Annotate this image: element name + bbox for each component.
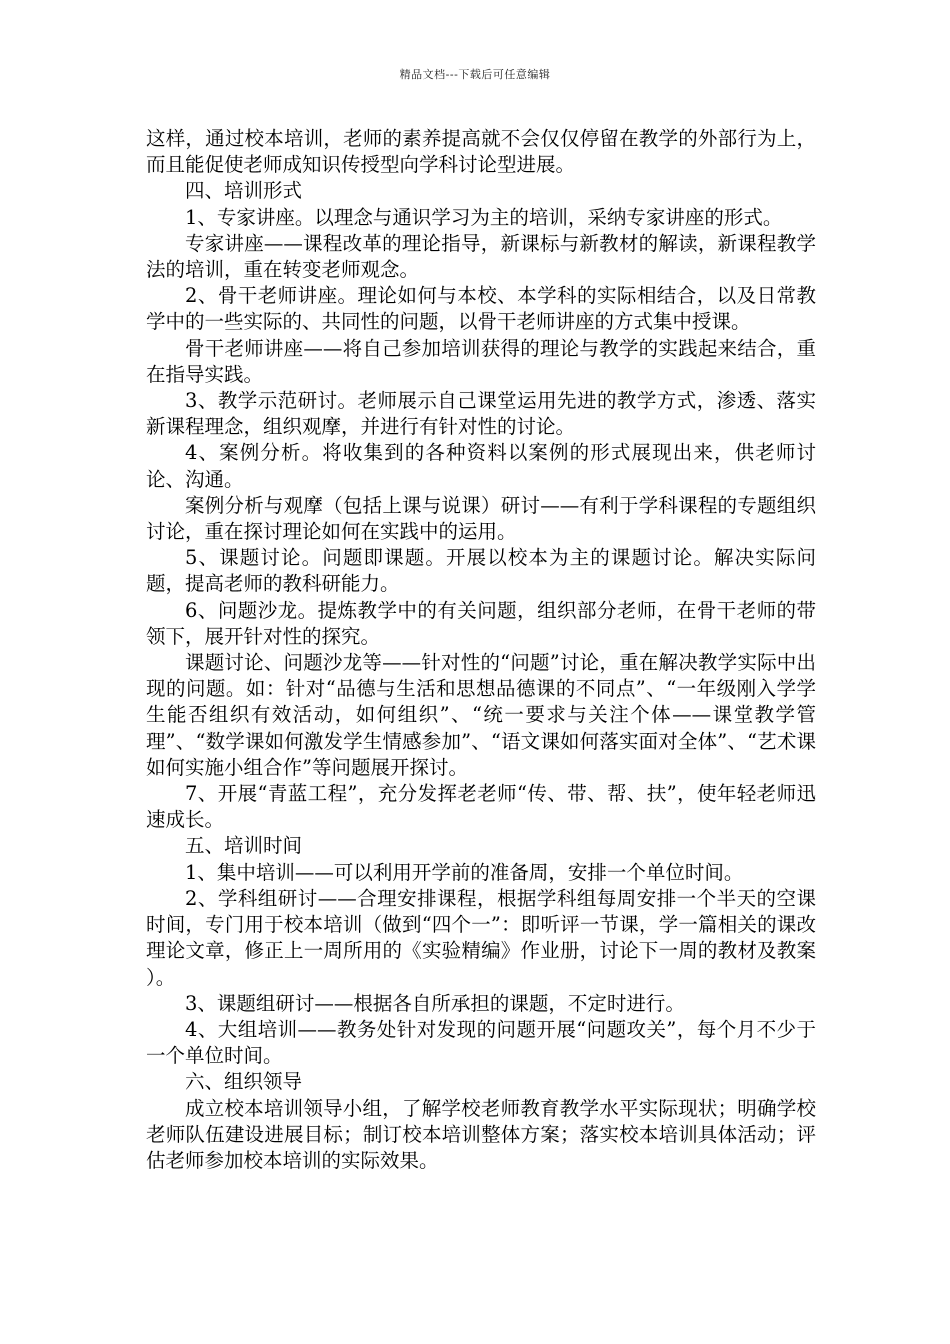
paragraph: 1、集中培训——可以利用开学前的准备周，安排一个单位时间。 [185, 860, 744, 884]
paragraph: 2、学科组研讨——合理安排课程，根据学科组每周安排一个半天的空课时间，专门用于校本培训（做到“四个一”：即听评一节课，学一篇相关的课改理论文章，修正上一周所用的《实验精编》作业册，讨论下一周的教材及教案 ）。 [146, 886, 816, 989]
paragraph: 7、开展“青蓝工程”，充分发挥老老师“传、带、帮、扶”，使年轻老师迅速成长。 [146, 782, 816, 832]
paragraph: 2、骨干老师讲座。理论如何与本校、本学科的实际相结合，以及日常教学中的一些实际的、共同性的问题，以骨干老师讲座的方式集中授课。 [146, 284, 816, 334]
paragraph: 骨干老师讲座——将自己参加培训获得的理论与教学的实践起来结合，重在指导实践。 [146, 336, 816, 386]
paragraph: 这样，通过校本培训，老师的素养提高就不会仅仅停留在教学的外部行为上，而且能促使老师成知识传授型向学科讨论型进展。 [146, 127, 816, 177]
paragraph: 5、课题讨论。问题即课题。开展以校本为主的课题讨论。解决实际问题，提高老师的教科研能力。 [146, 546, 816, 596]
paragraph: 6、问题沙龙。提炼教学中的有关问题，组织部分老师，在骨干老师的带领下，展开针对性的探究。 [146, 598, 816, 648]
section-heading: 四、培训形式 [185, 179, 303, 203]
paragraph: 1、专家讲座。以理念与通识学习为主的培训，采纳专家讲座的形式。 [185, 205, 783, 229]
paragraph: 案例分析与观摩（包括上课与说课）研讨——有利于学科课程的专题组织讨论，重在探讨理论如何在实践中的运用。 [146, 493, 816, 544]
document-body [146, 126, 816, 1174]
paragraph: 专家讲座——课程改革的理论指导，新课标与新教材的解读，新课程教学法的培训，重在转变老师观念。 [146, 231, 816, 282]
paragraph: 3、教学示范研讨。老师展示自己课堂运用先进的教学方式，渗透、落实新课程理念，组织观摩，并进行有针对性的讨论。 [146, 389, 816, 439]
paragraph: 3、课题组研讨——根据各自所承担的课题，不定时进行。 [185, 991, 685, 1015]
paragraph: 4、案例分析。将收集到的各种资料以案例的形式展现出来，供老师讨论、沟通。 [146, 441, 816, 491]
paragraph: 课题讨论、问题沙龙等——针对性的“问题”讨论，重在解决教学实际中出现的问题。如：针对“品德与生活和思想品德课的不同点”、“一年级刚入学学生能否组织有效活动，如何组织”、“统一要求与关注个体——课堂教学管理”、“数学课如何激发学生情感参加”、“语文课如何落实面对全体”、“艺术课如何实施小组合作”等问题展开探讨。 [146, 651, 816, 779]
paragraph: 4、大组培训——教务处针对发现的问题开展“问题攻关”，每个月不少于一个单位时间。 [146, 1017, 816, 1068]
section-heading: 六、组织领导 [185, 1070, 303, 1094]
page-header: 精品文档---下载后可任意编辑 [399, 68, 551, 81]
paragraph: 成立校本培训领导小组，了解学校老师教育教学水平实际现状；明确学校老师队伍建设进展目标；制订校本培训整体方案；落实校本培训具体活动；评估老师参加校本培训的实际效果。 [146, 1096, 816, 1172]
section-heading: 五、培训时间 [185, 834, 303, 858]
